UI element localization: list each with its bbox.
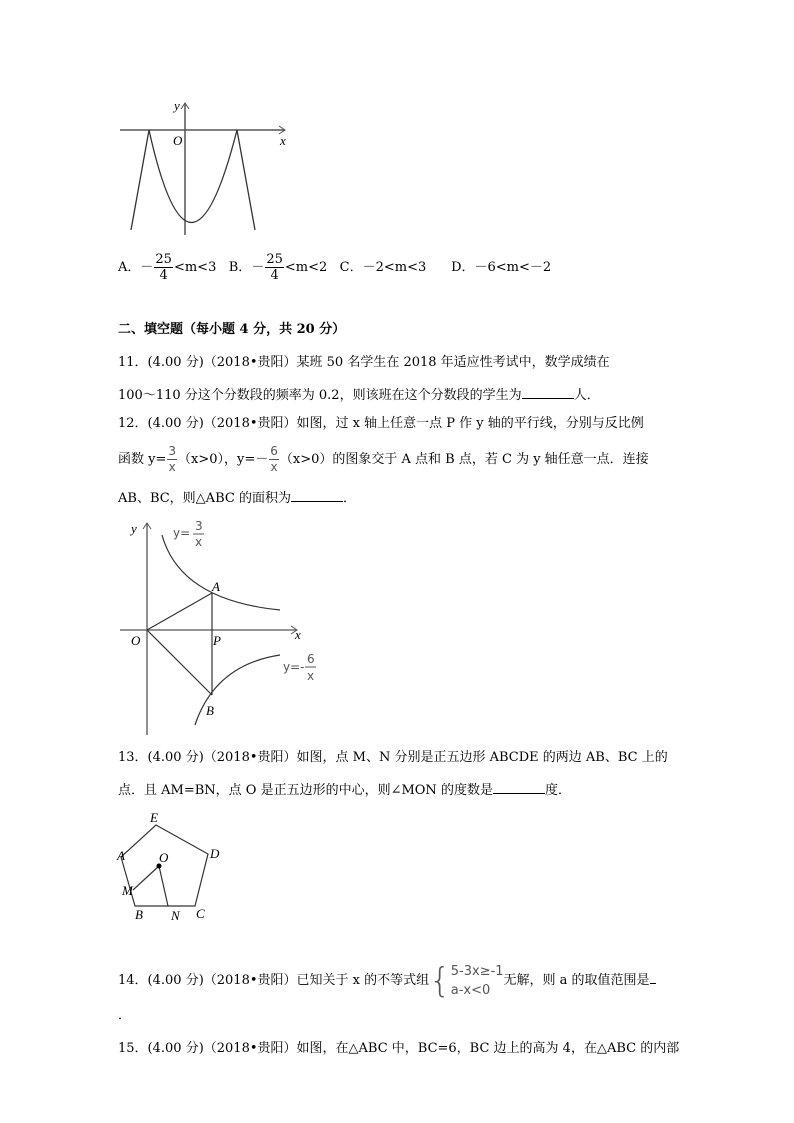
period: ． [342,491,356,506]
option-b-fraction [265,252,284,283]
denominator: 4 [270,268,279,283]
q13-line1: 13．(4.00 分)（2018•贵阳）如图，点 M、N 分别是正五边形 ABCDE 的两边 AB、BC 上的 [118,750,668,765]
curve2-numerator: 6 [307,652,315,666]
inequality-2: a-x<0 [450,982,491,998]
q12-text-b: （x>0），y=－ [178,452,269,467]
section-title: 二、填空题（每小题 4 分，共 20 分） [118,322,346,337]
q14-end: ． [118,1008,132,1023]
point-m-label: M [122,883,133,898]
answer-blank [291,489,343,502]
answer-blank [650,971,656,984]
inequality-system [429,962,503,1000]
inequality-1: 5-3x≥-1 [450,963,504,979]
q14-text-a: 14．(4.00 分)（2018•贵阳）已知关于 x 的不等式组 [118,973,430,988]
option-a-sign: － [140,260,154,275]
q12-line2 [118,444,649,475]
option-d: D．－6<m<－2 [451,260,552,275]
q11-unit: 人． [573,388,600,403]
option-c: C．－2<m<3 [339,260,427,275]
q12-text-c: （x>0）的图象交于 A 点和 B 点，若 C 为 y 轴任意一点．连接 [279,452,649,467]
numerator: 3 [168,444,177,458]
point-a-label: A [212,579,220,594]
x-axis-label: x [295,627,301,642]
x-axis-label: x [280,133,286,148]
q11-text: 100～110 分这个分数段的频率为 0.2，则该班在这个分数段的学生为 [118,388,522,403]
option-a-fraction [154,252,173,283]
curve2-denominator: x [307,669,315,683]
denominator: 4 [159,268,168,283]
vertex-d-label: D [210,846,220,861]
option-b-rest: <m<2 [284,260,328,275]
y-axis-label: y [174,98,180,113]
q13-text: 点．且 AM=BN，点 O 是正五边形的中心，则∠MON 的度数是 [118,783,493,798]
q10-options [118,252,551,283]
vertex-a-label: A [117,848,125,863]
hyperbola-figure [115,515,325,740]
point-p-label: P [213,633,221,648]
option-a-rest: <m<3 [173,260,217,275]
point-b-label: B [206,703,214,718]
pentagon-figure [115,810,230,920]
fraction-6-over-x [269,444,279,475]
denominator: x [168,460,176,474]
q13-unit: 度． [544,783,571,798]
option-b-label: B． [228,260,252,275]
q12-text-a: 函数 y= [118,452,167,467]
answer-blank [493,781,545,794]
option-b-sign: － [251,260,265,275]
denominator: x [270,460,278,474]
brace-icon: { [429,960,451,1001]
numerator: 6 [270,444,278,458]
q12-line1: 12．(4.00 分)（2018•贵阳）如图，过 x 轴上任意一点 P 作 y 轴的平行线，分别与反比例 [118,416,644,431]
origin-label: O [131,633,141,648]
vertex-e-label: E [150,810,158,825]
parabola-figure [110,95,300,240]
q14-line [118,960,656,1002]
curve1-denominator: x [195,535,203,549]
answer-blank [522,386,574,399]
q13-line2 [118,781,571,799]
q11-line2 [118,386,600,404]
numerator: 25 [266,252,283,267]
numerator: 25 [155,252,172,267]
q12-text: AB、BC，则△ABC 的面积为 [118,491,291,506]
vertex-c-label: C [196,906,205,920]
curve2-label: y=- [283,660,305,674]
curve1-numerator: 3 [195,519,203,533]
vertex-b-label: B [135,907,143,920]
q11-line1: 11．(4.00 分)（2018•贵阳）某班 50 名学生在 2018 年适应性考试中，数学成绩在 [118,355,610,370]
q15-line1: 15．(4.00 分)（2018•贵阳）如图，在△ABC 中，BC=6，BC 边上的高为 4，在△ABC 的内部 [118,1041,680,1056]
q12-line3 [118,489,356,507]
y-axis-label: y [131,521,137,536]
fraction-3-over-x [167,444,177,475]
origin-label: O [173,133,183,148]
point-n-label: N [171,908,180,920]
center-o-label: O [159,850,169,865]
q14-text-b: 无解，则 a 的取值范围是 [503,973,650,988]
option-a-label: A． [118,260,141,275]
curve1-label: y= [173,526,191,540]
